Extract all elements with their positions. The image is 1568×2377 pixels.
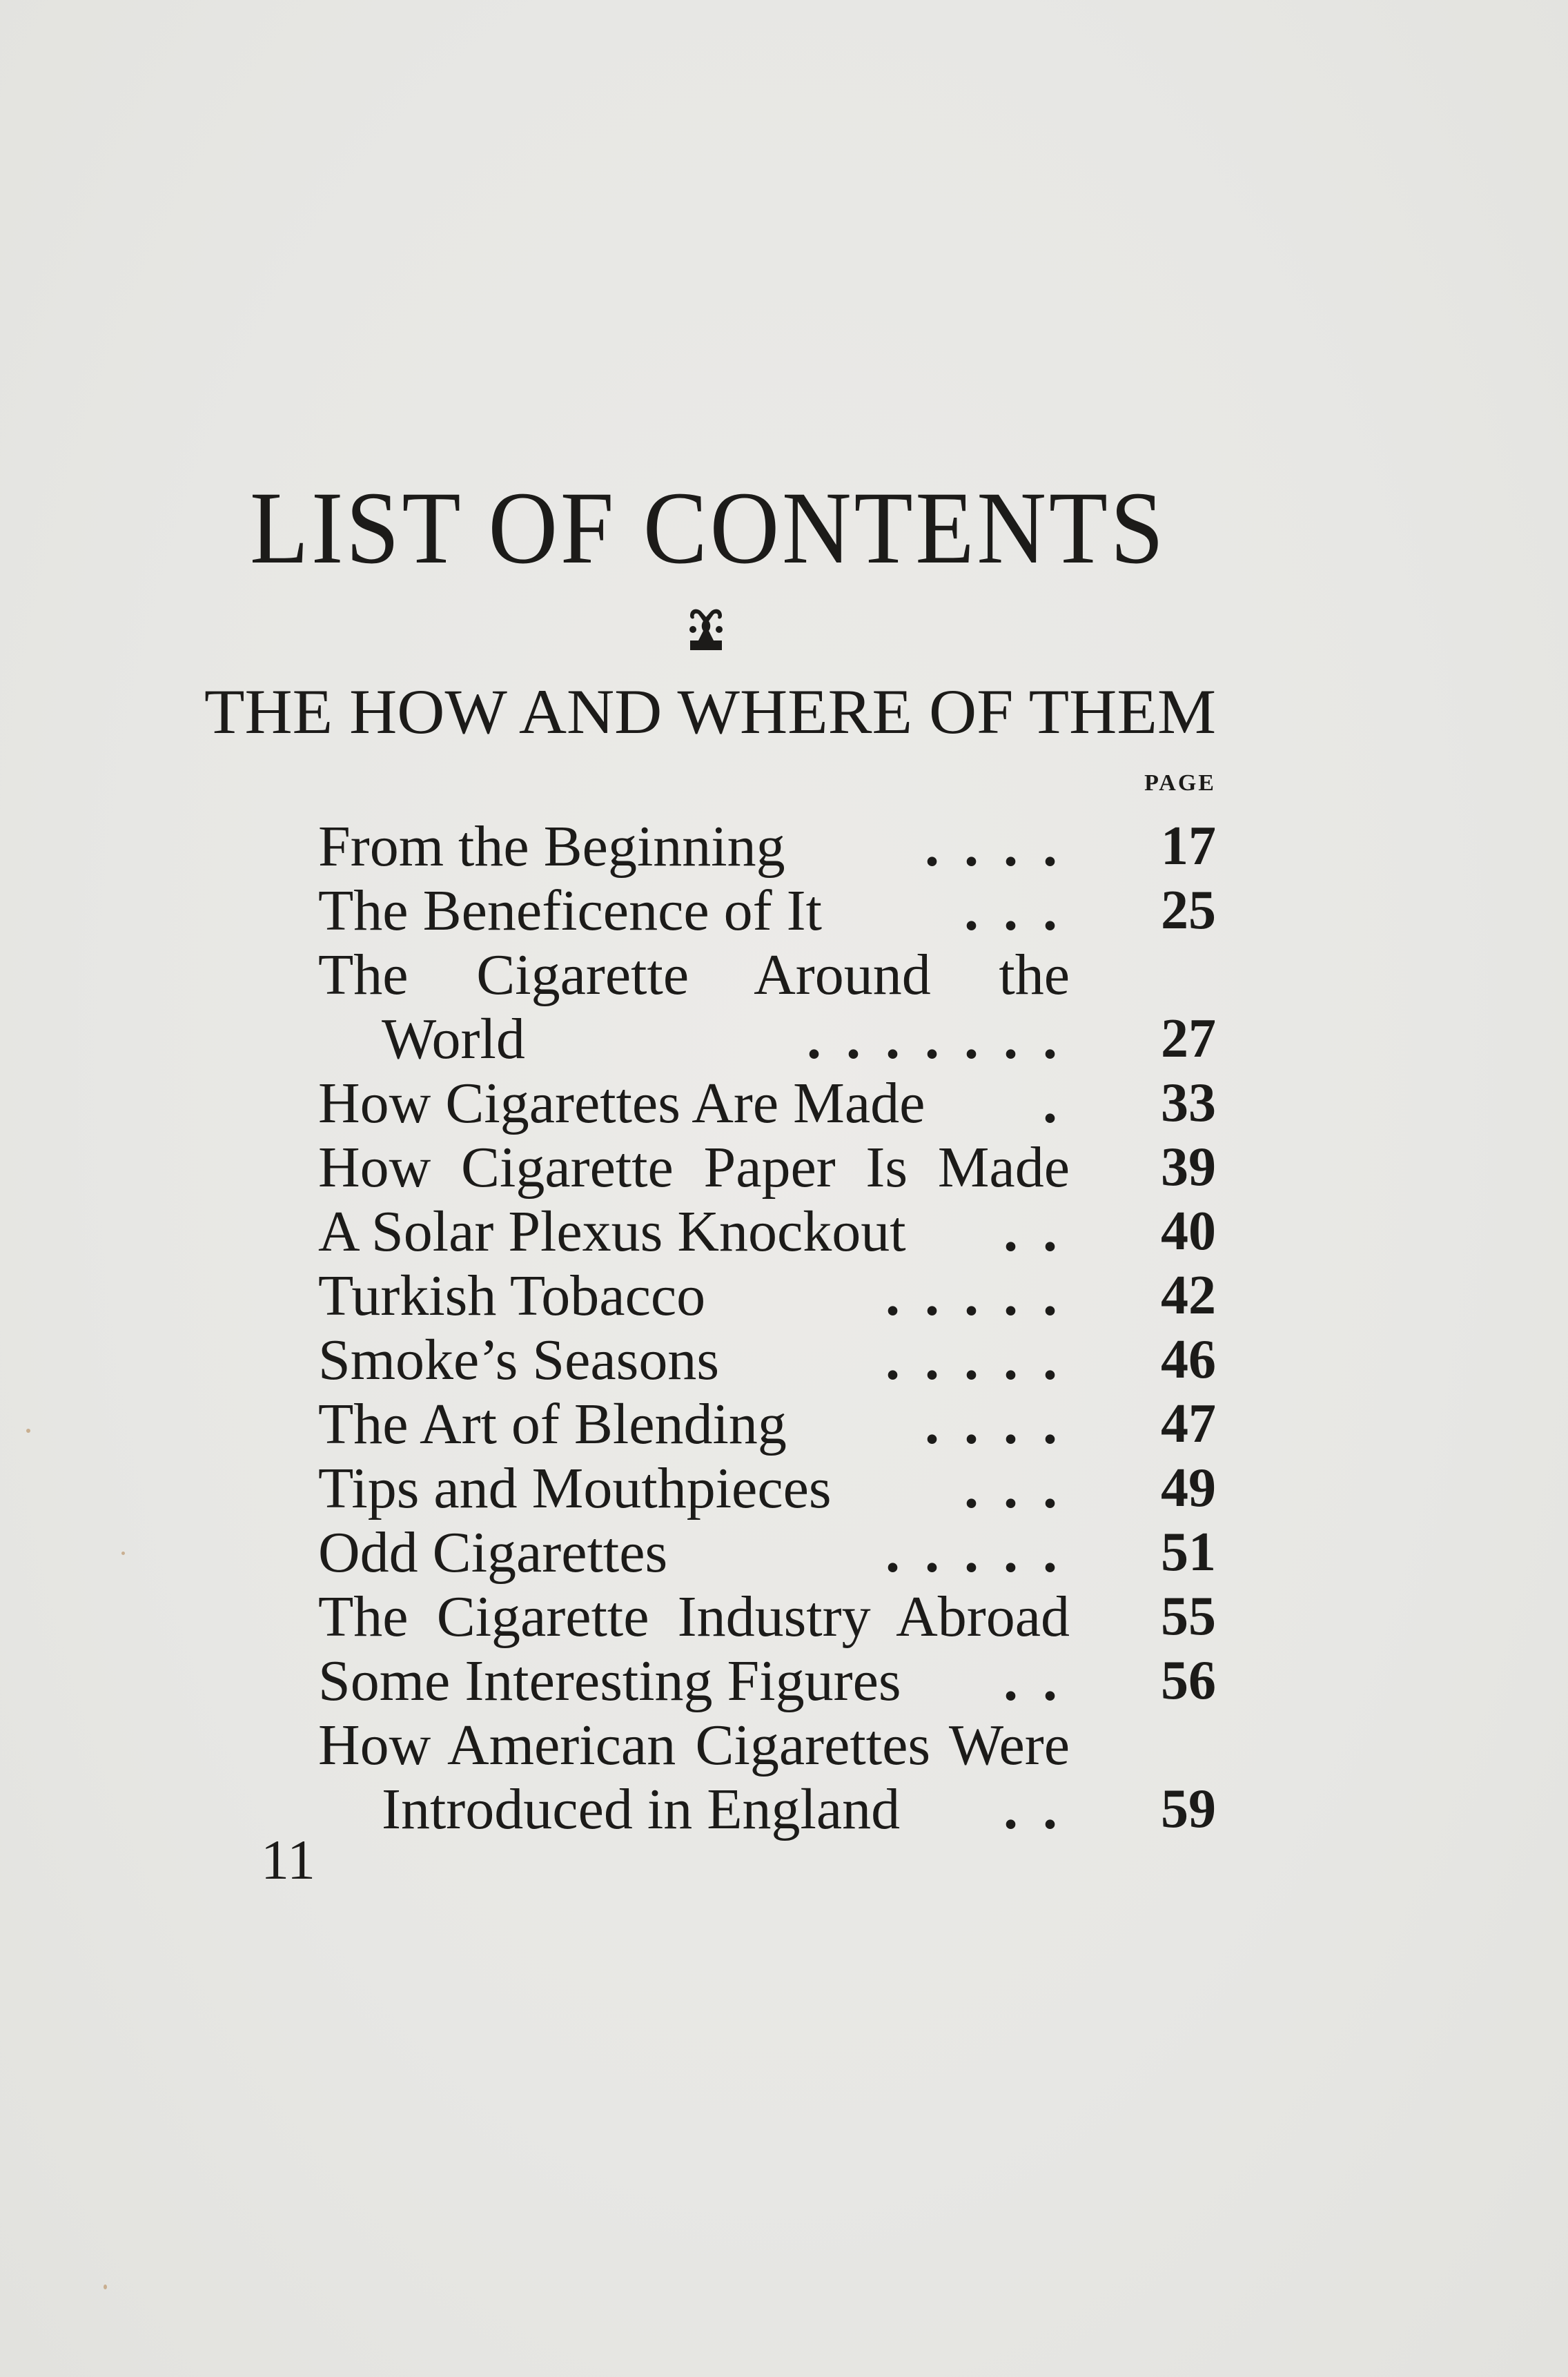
section-title: THE HOW AND WHERE OF THEM	[204, 676, 1216, 747]
toc-entry-line	[0, 1328, 1568, 1392]
page-title: LIST OF CONTENTS	[250, 471, 1166, 585]
toc-page-number: 59	[1161, 1779, 1216, 1839]
toc-entry-line	[0, 1264, 1568, 1328]
toc-page-number: 33	[1161, 1073, 1216, 1133]
toc-entry-line	[0, 1585, 1568, 1649]
toc-entry-title: How American Cigarettes Were	[318, 1713, 1070, 1777]
toc-entry-line	[0, 1135, 1568, 1200]
toc-entry-title: Odd Cigarettes	[318, 1520, 668, 1585]
toc-entry-line	[0, 1007, 1568, 1071]
toc-entry-line	[0, 1649, 1568, 1713]
dot-leader: . . . . .	[885, 1264, 1057, 1328]
toc-entry-line	[0, 1392, 1568, 1456]
dot-leader: . . . . .	[885, 1328, 1057, 1392]
toc-entry-title: World	[382, 1007, 525, 1071]
paper-speck	[26, 1429, 30, 1433]
toc-entry-line	[0, 1200, 1568, 1264]
toc-page-number: 47	[1161, 1393, 1216, 1454]
dot-leader: . . .	[964, 879, 1057, 943]
dot-leader: . . . .	[925, 1392, 1057, 1456]
printer-ornament-icon	[686, 606, 726, 653]
toc-page-number: 51	[1161, 1522, 1216, 1583]
toc-page-number: 40	[1161, 1201, 1216, 1262]
toc-entry-line	[0, 879, 1568, 943]
toc-entry-title: From the Beginning	[318, 814, 785, 879]
dot-leader: . .	[1003, 1777, 1057, 1841]
toc-entry-title: A Solar Plexus Knockout	[318, 1200, 906, 1264]
toc-page-number: 46	[1161, 1329, 1216, 1390]
toc-page-number: 39	[1161, 1137, 1216, 1197]
toc-entry-title: How Cigarette Paper Is Made	[318, 1135, 1070, 1200]
dot-leader: . . . .	[925, 814, 1057, 879]
toc-entry-title: Smoke’s Seasons	[318, 1328, 720, 1392]
dot-leader: . . .	[964, 1456, 1057, 1520]
toc-entry-title: The Cigarette Industry Abroad	[318, 1585, 1070, 1649]
toc-entry-title: Some Interesting Figures	[318, 1649, 901, 1713]
toc-entry-line	[0, 814, 1568, 879]
paper-speck	[121, 1552, 125, 1555]
page-number: 11	[261, 1828, 315, 1891]
toc-page-number: 56	[1161, 1650, 1216, 1711]
toc-entry-line	[0, 1713, 1568, 1777]
toc-entry-line	[0, 1456, 1568, 1520]
toc-page-number: 55	[1161, 1586, 1216, 1647]
toc-entry-title: The Art of Blending	[318, 1392, 787, 1456]
toc-entry-line	[0, 1071, 1568, 1135]
paper-speck	[104, 2285, 107, 2289]
dot-leader: . . . . .	[885, 1520, 1057, 1585]
toc-entry-line	[0, 1777, 1568, 1841]
toc-entry-title: Introduced in England	[382, 1777, 901, 1841]
toc-entry-title: The Beneficence of It	[318, 879, 822, 943]
dot-leader: . .	[1003, 1200, 1057, 1264]
page-column-header: PAGE	[1144, 770, 1216, 796]
toc-entry-title: Turkish Tobacco	[318, 1264, 706, 1328]
dot-leader: . . . . . . .	[807, 1007, 1057, 1071]
toc-page-number: 42	[1161, 1265, 1216, 1326]
dot-leader: . .	[1003, 1649, 1057, 1713]
toc-entry-line	[0, 943, 1568, 1007]
toc-entry-line	[0, 1520, 1568, 1585]
dot-leader: .	[1043, 1071, 1057, 1135]
toc-entry-title: The Cigarette Around the	[318, 943, 1070, 1007]
toc-page-number: 17	[1161, 816, 1216, 877]
toc-page-number: 25	[1161, 880, 1216, 941]
toc-page-number: 49	[1161, 1458, 1216, 1518]
toc-entry-title: Tips and Mouthpieces	[318, 1456, 832, 1520]
toc-page-number: 27	[1161, 1008, 1216, 1069]
toc-entry-title: How Cigarettes Are Made	[318, 1071, 925, 1135]
